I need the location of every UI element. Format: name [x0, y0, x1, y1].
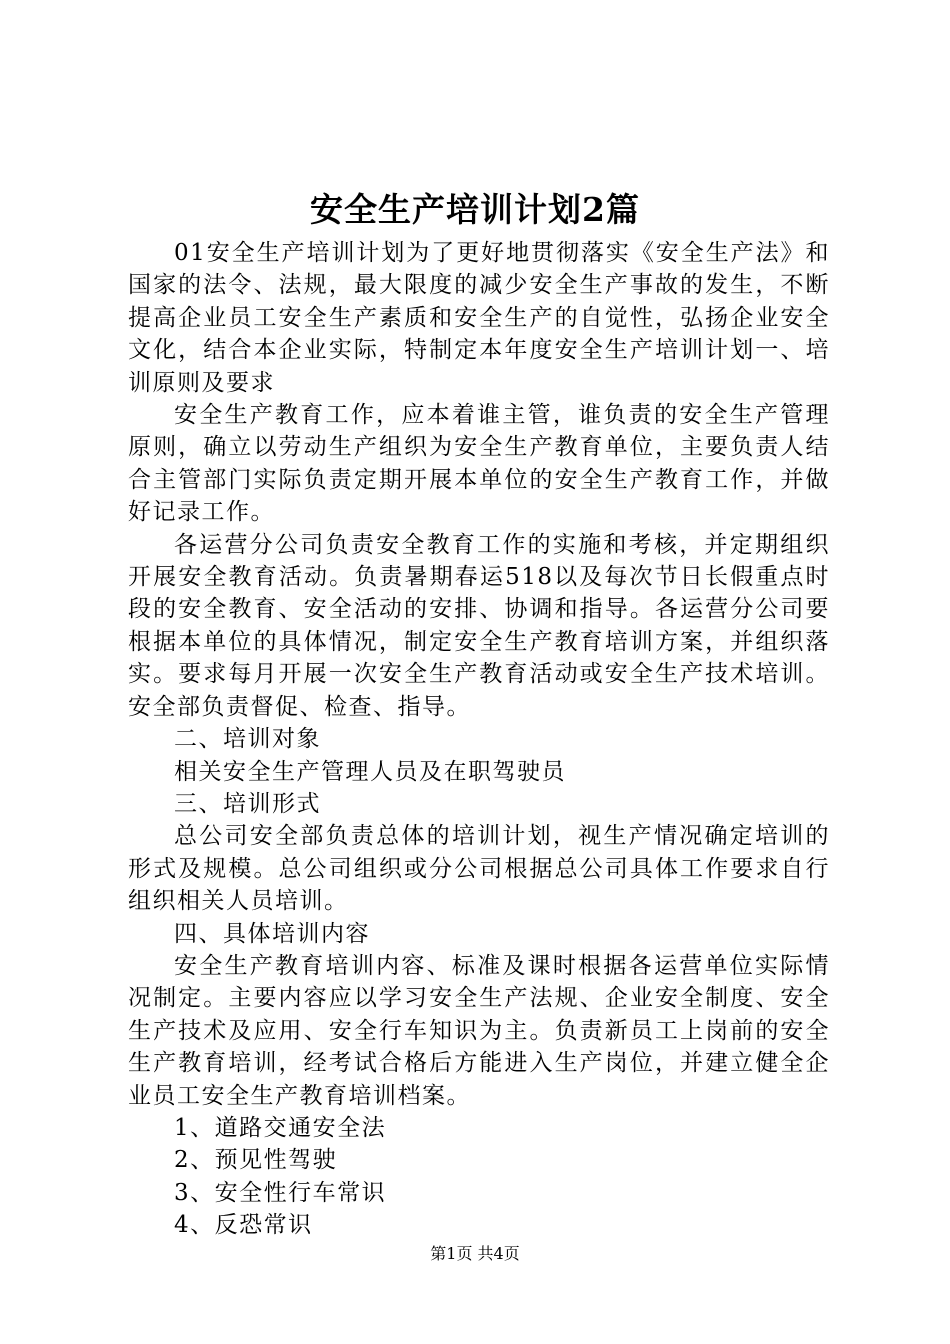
paragraph-training-form: 总公司安全部负责总体的培训计划，视生产情况确定培训的形式及规模。总公司组织或分公司根据总公司具体工作要求自行组织相关人员培训。	[128, 823, 830, 915]
paragraph-intro: 01安全生产培训计划为了更好地贯彻落实《安全生产法》和国家的法令、法规，最大限度的减少安全生产事故的发生，不断提高企业员工安全生产素质和安全生产的自觉性，弘扬企业安全文化，结合本企业实际，特制定本年度安全生产培训计划一、培训原则及要求	[128, 240, 830, 396]
paragraph-training-content: 安全生产教育培训内容、标准及课时根据各运营单位实际情况制定。主要内容应以学习安全生产法规、企业安全制度、安全生产技术及应用、安全行车知识为主。负责新员工上岗前的安全生产教育培训，经考试合格后方能进入生产岗位，并建立健全企业员工安全生产教育培训档案。	[128, 952, 830, 1109]
list-item: 3、安全性行车常识	[174, 1179, 387, 1206]
document-body	[128, 237, 830, 1242]
document-title: 安全生产培训计划2篇	[310, 190, 640, 229]
page-footer: 第1页 共4页	[430, 1244, 520, 1263]
paragraph-branch-duty: 各运营分公司负责安全教育工作的实施和考核，并定期组织开展安全教育活动。负责暑期春运518以及每次节日长假重点时段的安全教育、安全活动的安排、协调和指导。各运营分公司要根据本单位的具体情况，制定安全生产教育培训方案，并组织落实。要求每月开展一次安全生产教育活动或安全生产技术培训。安全部负责督促、检查、指导。	[128, 531, 830, 720]
heading-training-content: 四、具体培训内容	[174, 920, 370, 947]
list-item: 2、预见性驾驶	[174, 1147, 338, 1174]
list-item: 1、道路交通安全法	[174, 1114, 387, 1141]
paragraph-training-targets: 相关安全生产管理人员及在职驾驶员	[174, 758, 566, 785]
heading-training-form: 三、培训形式	[174, 790, 321, 817]
paragraph-principle: 安全生产教育工作，应本着谁主管，谁负责的安全生产管理原则，确立以劳动生产组织为安全生产教育单位，主要负责人结合主管部门实际负责定期开展本单位的安全生产教育工作，并做好记录工作。	[128, 402, 830, 526]
heading-training-targets: 二、培训对象	[174, 726, 321, 753]
list-item: 4、反恐常识	[174, 1212, 313, 1239]
